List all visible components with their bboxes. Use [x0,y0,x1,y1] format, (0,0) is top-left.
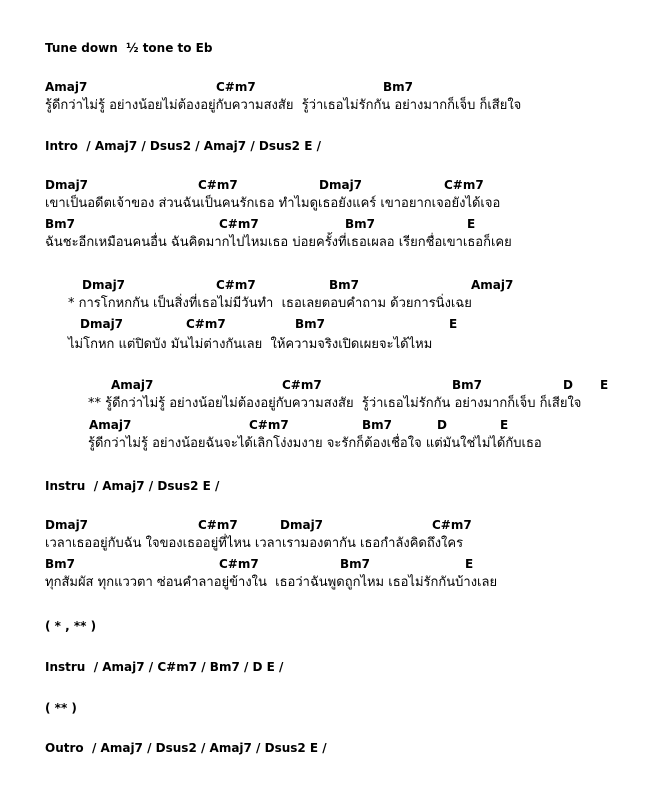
lyric-line: ** รู้ดีกว่าไม่รู้ อย่างน้อยไม่ต้องอยู่กับความสงสัย รู้ว่าเธอไม่รักกัน อย่างมากก็เจ็บ ก็เสียใจ [88,396,582,411]
chord: E [465,557,474,571]
tuning-note: Tune down ½ tone to Eb [45,41,213,55]
chord: Amaj7 [471,278,514,292]
chord: C#m7 [198,518,238,532]
repeat-marker: ( ** ) [45,701,77,715]
repeat-marker: ( * , ** ) [45,619,97,633]
chord: E [467,217,476,231]
chord: C#m7 [219,557,259,571]
lyric-line: รู้ดีกว่าไม่รู้ อย่างน้อยฉันจะได้เลิกโง่งมงาย จะรักก็ต้องเชื่อใจ แต่มันใช่ไม่ได้กับเธอ [88,436,542,451]
chord: Amaj7 [111,378,154,392]
chord: Dmaj7 [45,178,89,192]
chord: D [437,418,447,432]
chord: Bm7 [340,557,370,571]
chord: E [600,378,609,392]
chord: Amaj7 [45,80,88,94]
outro-line: Outro / Amaj7 / Dsus2 / Amaj7 / Dsus2 E / [45,741,327,755]
lyric-line: * การโกหกกัน เป็นสิ่งที่เธอไม่มีวันทำ เธอเลยตอบคำถาม ด้วยการนิ่งเฉย [68,296,472,311]
chord: C#m7 [249,418,289,432]
chord: Bm7 [362,418,392,432]
lyric-line: ฉันชะอีกเหมือนคนอื่น ฉันคิดมากไปไหมเธอ บ่อยครั้งที่เธอเผลอ เรียกชื่อเขาเธอก็เคย [45,235,512,250]
instrumental-line: Instru / Amaj7 / C#m7 / Bm7 / D E / [45,660,284,674]
instrumental-line: Instru / Amaj7 / Dsus2 E / [45,479,220,493]
chord-line [0,417,670,433]
chord: Bm7 [452,378,482,392]
lyric-line: ไม่โกหก แต่ปิดบัง มันไม่ต่างกันเลย ให้ความจริงเปิดเผยจะได้ไหม [68,337,433,352]
chord-line [0,177,670,193]
chord-line [0,79,670,95]
chord: C#m7 [216,278,256,292]
chord: Dmaj7 [319,178,363,192]
lyric-line: ทุกสัมผัส ทุกแววตา ซ่อนคำลาอยู่ข้างใน เธอว่าฉันพูดถูกไหม เธอไม่รักกันบ้างเลย [45,575,498,590]
chord: Bm7 [329,278,359,292]
chord: E [500,418,509,432]
chord-line [0,517,670,533]
chord-line [0,377,670,393]
chord: Dmaj7 [45,518,89,532]
chord: C#m7 [186,317,226,331]
chord: C#m7 [432,518,472,532]
chord: D [563,378,573,392]
chord-line [0,277,670,293]
chord-line [0,316,670,332]
chord: Bm7 [383,80,413,94]
chord: C#m7 [216,80,256,94]
chord-line [0,556,670,572]
chord-line [0,216,670,232]
chord: Dmaj7 [80,317,124,331]
chord: C#m7 [219,217,259,231]
lyric-line: รู้ดีกว่าไม่รู้ อย่างน้อยไม่ต้องอยู่กับความสงสัย รู้ว่าเธอไม่รักกัน อย่างมากก็เจ็บ ก็เสียใจ [45,98,522,113]
chord: E [449,317,458,331]
intro-line: Intro / Amaj7 / Dsus2 / Amaj7 / Dsus2 E / [45,139,321,153]
chord: Dmaj7 [280,518,324,532]
chord: C#m7 [444,178,484,192]
chord: Bm7 [45,557,75,571]
chord: Bm7 [45,217,75,231]
lyric-line: เขาเป็นอดีตเจ้าของ ส่วนฉันเป็นคนรักเธอ ทำไมดูเธอยังแคร์ เขาอยากเจอยังได้เจอ [45,196,501,211]
chord: Bm7 [345,217,375,231]
lyric-line: เวลาเธออยู่กับฉัน ใจของเธออยู่ที่ไหน เวลาเรามองตากัน เธอกำลังคิดถึงใคร [45,536,464,551]
chord: Amaj7 [89,418,132,432]
chord: Bm7 [295,317,325,331]
chord: Dmaj7 [82,278,126,292]
chord: C#m7 [282,378,322,392]
chord: C#m7 [198,178,238,192]
